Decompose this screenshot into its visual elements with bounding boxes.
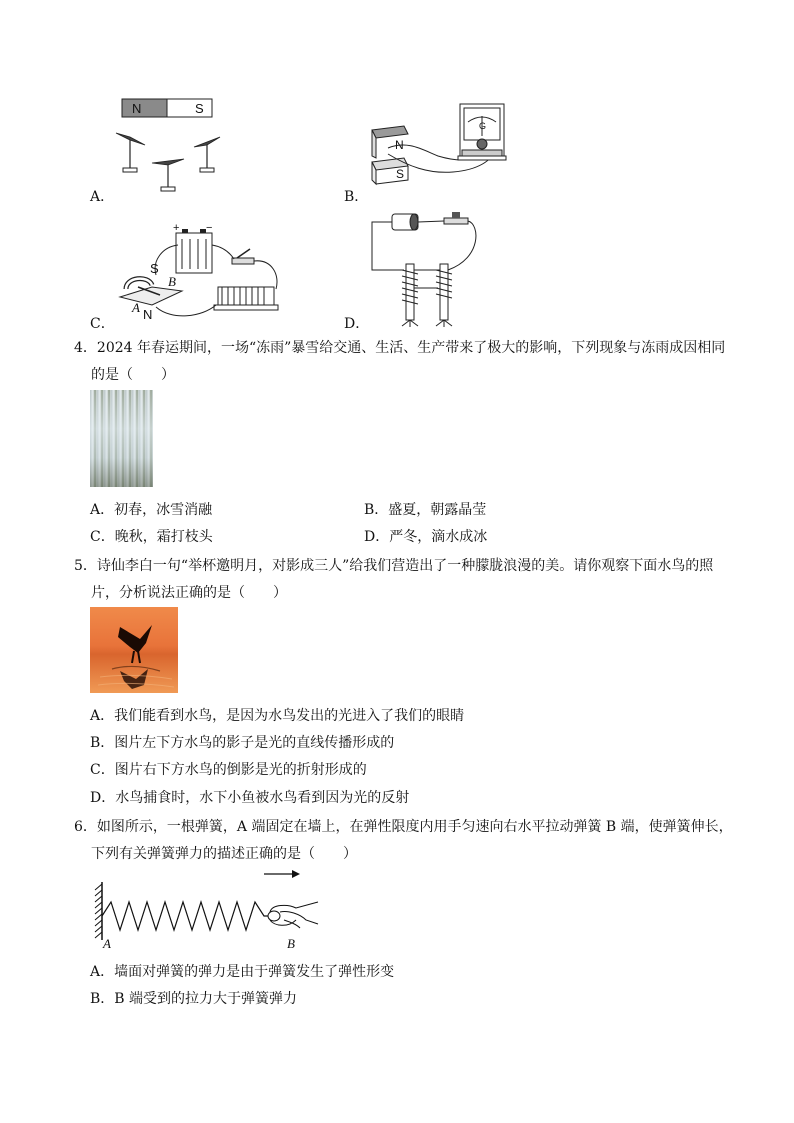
question-5-choice-c[interactable]: C．图片右下方水鸟的倒影是光的折射形成的 bbox=[90, 762, 367, 778]
question-6-stem bbox=[74, 814, 734, 868]
figure-3b-s-label: S bbox=[396, 167, 405, 181]
question-5-stem-line2: 片，分析说法正确的是（ ） bbox=[91, 585, 287, 601]
figure-3b-letter: B． bbox=[344, 189, 369, 205]
galvanometer-g-label: G bbox=[479, 121, 487, 131]
spring-diagram bbox=[92, 868, 322, 942]
question-6-choice-a[interactable]: A．墙面对弹簧的弹力是由于弹簧发生了弹性形变 bbox=[90, 964, 395, 980]
magnet-s-label: S bbox=[195, 101, 204, 116]
question-4-stem bbox=[74, 335, 734, 389]
freezing-rain-photo bbox=[90, 390, 153, 487]
question-5-stem bbox=[74, 553, 734, 607]
question-4-choice-c[interactable]: C．晚秋，霜打枝头 bbox=[90, 529, 213, 545]
question-6-stem-line2: 下列有关弹簧弹力的描述正确的是（ ） bbox=[91, 846, 357, 862]
question-5-choice-b[interactable]: B．图片左下方水鸟的影子是光的直线传播形成的 bbox=[90, 735, 395, 751]
spring-end-b-label: B bbox=[287, 936, 295, 951]
water-bird-silhouette bbox=[90, 607, 178, 693]
figure-3a-letter: A． bbox=[90, 189, 115, 205]
figure-3b-galvanometer bbox=[368, 100, 508, 190]
figure-3d-letter: D． bbox=[344, 316, 370, 332]
figure-3c-s-label: S bbox=[150, 261, 159, 276]
question-4-stem-line2: 的是（ ） bbox=[91, 367, 175, 383]
figure-3b-n-label: N bbox=[395, 138, 404, 152]
question-6-choice-b[interactable]: B．B 端受到的拉力大于弹簧弹力 bbox=[90, 991, 298, 1007]
figure-3d-electromagnets bbox=[368, 208, 483, 328]
figure-3c-b-label: B bbox=[168, 274, 176, 289]
question-4-choice-a[interactable]: A．初春，冰雪消融 bbox=[90, 502, 213, 518]
question-5-choice-d[interactable]: D．水鸟捕食时，水下小鱼被水鸟看到因为光的反射 bbox=[90, 790, 410, 806]
question-5-stem-line1: 5．诗仙李白一句“举杯邀明月，对影成三人”给我们营造出了一种朦胧浪漫的美。请你观察下面水鸟的照 bbox=[74, 558, 714, 574]
question-4-choice-b[interactable]: B．盛夏，朝露晶莹 bbox=[364, 502, 487, 518]
figure-3a-magnet-compasses bbox=[110, 95, 230, 185]
question-5-choice-a[interactable]: A．我们能看到水鸟，是因为水鸟发出的光进入了我们的眼睛 bbox=[90, 708, 465, 724]
figure-3c-plus-label: + bbox=[173, 222, 180, 234]
spring-end-a-label: A bbox=[103, 936, 111, 951]
question-6-stem-line1: 6．如图所示，一根弹簧，A 端固定在墙上，在弹性限度内用手匀速向右水平拉动弹簧 B 端，使弹簧伸长， bbox=[74, 819, 733, 835]
question-4-choice-d[interactable]: D．严冬，滴水成冰 bbox=[364, 529, 488, 545]
figure-3c-minus-label: − bbox=[206, 222, 213, 234]
figure-3c-letter: C． bbox=[90, 316, 115, 332]
question-4-stem-line1: 4．2024 年春运期间，一场“冻雨”暴雪给交通、生活、生产带来了极大的影响，下列现象与冻雨成因相同 bbox=[74, 340, 726, 356]
figure-3c-a-label: A bbox=[132, 300, 140, 315]
water-bird-photo bbox=[90, 607, 178, 693]
magnet-n-label: N bbox=[132, 101, 142, 116]
figure-3c-n-label: N bbox=[143, 307, 153, 322]
